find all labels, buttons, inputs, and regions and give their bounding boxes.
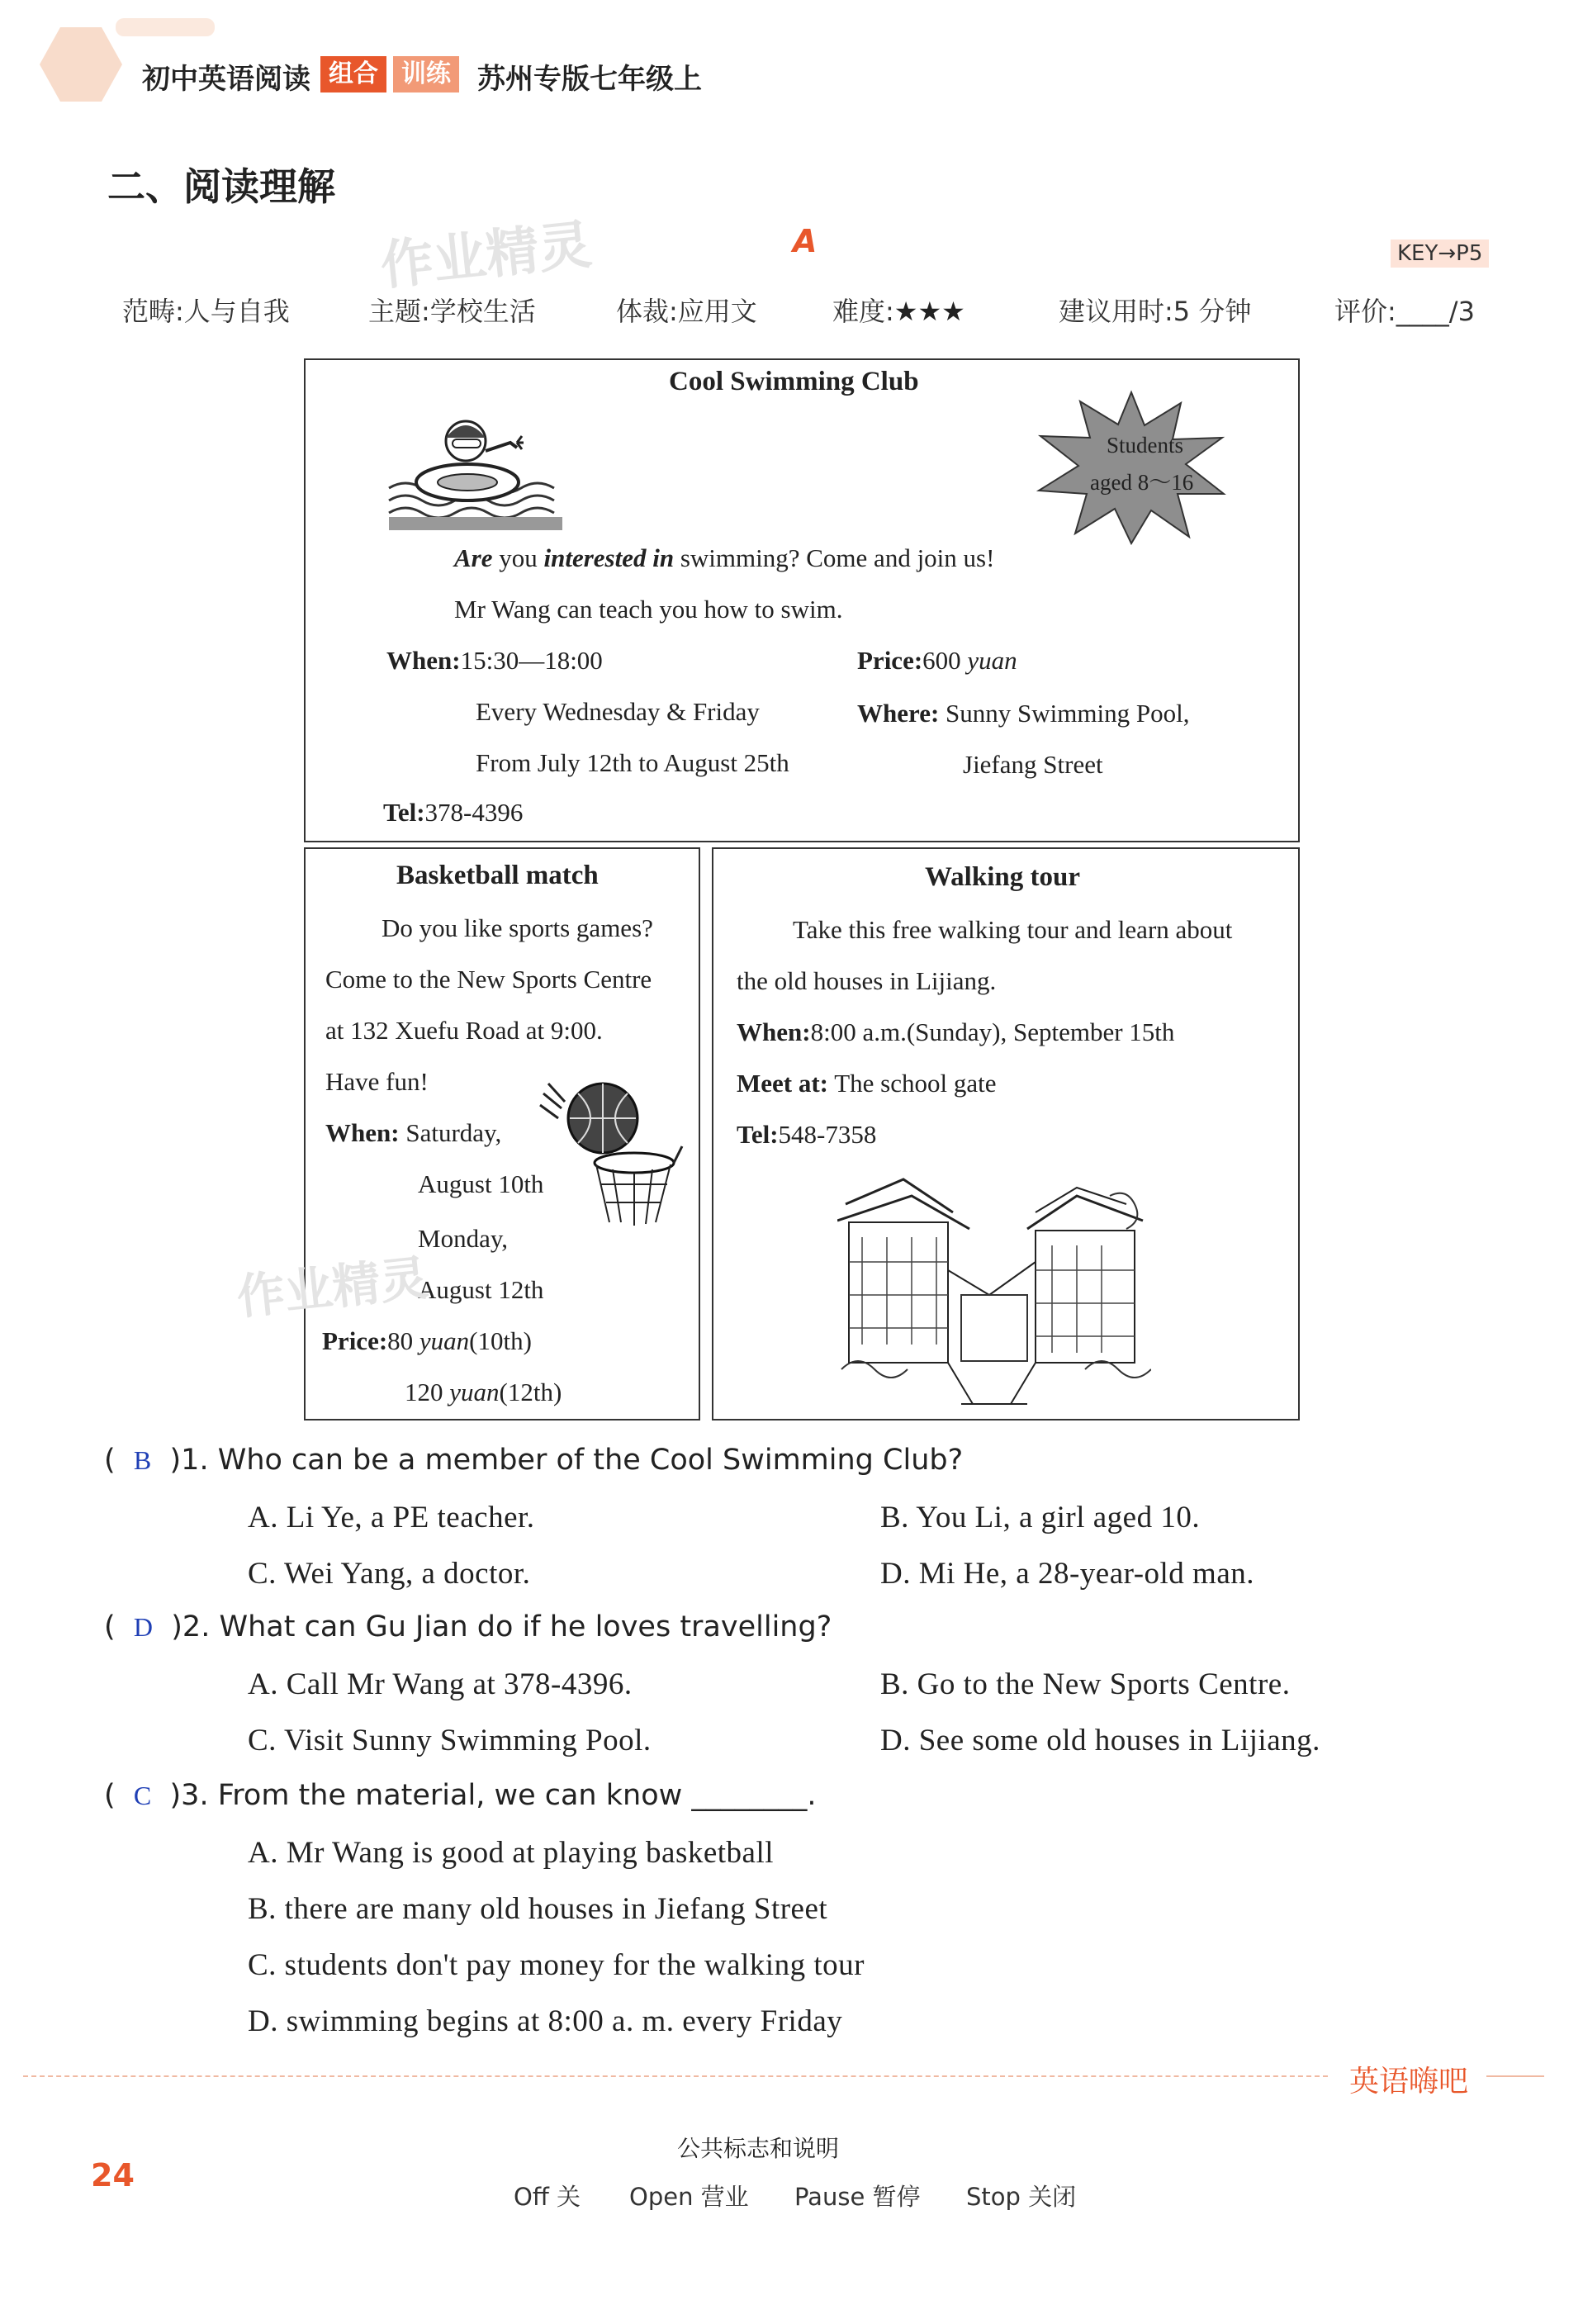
walking-tel	[737, 1120, 876, 1150]
footer-divider-end	[1486, 2075, 1544, 2077]
walking-meet-value: The school gate	[834, 1069, 997, 1098]
swimmer-icon	[385, 410, 566, 534]
question-3-answer: C	[133, 1781, 152, 1810]
question-2-option-c: C. Visit Sunny Swimming Pool.	[248, 1724, 652, 1757]
signs-title: 公共标志和说明	[677, 2135, 840, 2162]
swim-price	[857, 646, 1017, 676]
walking-tel-value: 548-7358	[778, 1120, 877, 1149]
basketball-line3: at 132 Xuefu Road at 9:00.	[325, 1016, 603, 1045]
swim-when-time: 15:30—18:00	[460, 646, 603, 675]
meta-theme: 主题:学校生活	[368, 296, 536, 327]
question-3-option-b: B. there are many old houses in Jiefang Street	[248, 1892, 828, 1926]
question-2-number: )2.	[171, 1610, 211, 1643]
basketball-line4: Have fun!	[325, 1067, 429, 1096]
meta-genre: 体裁:应用文	[616, 296, 757, 327]
walking-tel-label: Tel:	[737, 1120, 779, 1149]
swim-price-unit: yuan	[967, 646, 1017, 675]
sign-pause: Pause 暂停	[794, 2183, 921, 2211]
watermark: 作业精灵	[377, 214, 595, 298]
badge-line1: Students	[1107, 433, 1184, 458]
question-2-option-d: D. See some old houses in Lijiang.	[880, 1724, 1320, 1757]
walking-tour-box	[712, 847, 1300, 1420]
question-3-text: From the material, we can know ________.	[217, 1779, 817, 1812]
question-3-option-a: A. Mr Wang is good at playing basketball	[248, 1836, 775, 1870]
header-decoration	[116, 18, 215, 36]
book-tag-2: 训练	[393, 56, 459, 92]
basketball-price-label: Price:	[322, 1326, 388, 1355]
swim-where-line2: Jiefang Street	[963, 750, 1103, 779]
intro-you: you	[492, 543, 544, 572]
question-1-answer: B	[133, 1445, 152, 1475]
page-number: 24	[91, 2157, 135, 2194]
swim-price-value: 600	[922, 646, 961, 675]
walking-when-value: 8:00 a.m.(Sunday), September 15th	[810, 1017, 1175, 1046]
swim-when-days: Every Wednesday & Friday	[476, 697, 760, 726]
question-1-option-d: D. Mi He, a 28-year-old man.	[880, 1557, 1255, 1591]
meta-scope: 范畴:人与自我	[122, 296, 290, 327]
question-2-option-b: B. Go to the New Sports Centre.	[880, 1667, 1291, 1701]
basketball-p1-num: 80	[387, 1326, 414, 1355]
basketball-line2: Come to the New Sports Centre	[325, 965, 652, 994]
basketball-p1-unit: yuan	[419, 1326, 470, 1355]
question-1-text: Who can be a member of the Cool Swimming Club?	[217, 1444, 964, 1477]
old-houses-illustration	[837, 1171, 1151, 1411]
walking-line1: Take this free walking tour and learn about	[793, 915, 1233, 944]
question-2-answer: D	[133, 1612, 154, 1642]
swim-intro	[454, 543, 994, 573]
basketball-when-label: When:	[325, 1118, 400, 1147]
basketball-p2-num: 120	[405, 1378, 443, 1406]
swimming-club-box	[304, 358, 1300, 842]
swim-price-label: Price:	[857, 646, 923, 675]
swim-tel-value: 378-4396	[424, 798, 524, 827]
walking-when	[737, 1017, 1174, 1047]
sign-stop: Stop 关闭	[966, 2183, 1077, 2211]
question-3-option-c: C. students don't pay money for the walking tour	[248, 1948, 865, 1982]
meta-difficulty	[832, 291, 965, 329]
question-3-stem: ( C )3. From the material, we can know ________.	[104, 1779, 817, 1812]
book-subtitle: 苏州专版七年级上	[477, 63, 702, 96]
question-1-number: )1.	[169, 1444, 209, 1477]
swim-where	[857, 699, 1189, 728]
walking-meet-label: Meet at:	[737, 1069, 828, 1098]
sign-open: Open 营业	[629, 2183, 749, 2211]
question-3-number: )3.	[169, 1779, 209, 1812]
question-3-option-d: D. swimming begins at 8:00 a. m. every Friday	[248, 2004, 843, 2038]
swim-tel	[383, 798, 523, 828]
basketball-when-3: Monday,	[418, 1224, 509, 1253]
question-1-stem: ( B )1. Who can be a member of the Cool Swimming Club?	[104, 1444, 964, 1477]
walking-meet	[737, 1069, 996, 1098]
basketball-match-box	[304, 847, 700, 1420]
passage-letter: A	[793, 223, 818, 259]
question-1-option-c: C. Wei Yang, a doctor.	[248, 1557, 531, 1591]
basketball-price-2	[405, 1378, 562, 1407]
meta-score: 评价:____/3	[1334, 296, 1475, 327]
swim-line2: Mr Wang can teach you how to swim.	[454, 595, 843, 624]
basketball-when	[325, 1118, 501, 1148]
swim-when-dates: From July 12th to August 25th	[476, 748, 789, 777]
question-1-option-a: A. Li Ye, a PE teacher.	[248, 1501, 535, 1534]
basketball-p1-note: (10th)	[469, 1326, 532, 1355]
footer-brand: 英语嗨吧	[1349, 2065, 1469, 2099]
swim-tel-label: Tel:	[383, 798, 425, 827]
basketball-title: Basketball match	[396, 861, 599, 890]
sign-off: Off 关	[514, 2183, 581, 2211]
footer-divider	[23, 2075, 1328, 2077]
question-2-option-a: A. Call Mr Wang at 378-4396.	[248, 1667, 633, 1701]
basketball-when-1: Saturday,	[405, 1118, 502, 1147]
swim-where-line1: Sunny Swimming Pool,	[946, 699, 1190, 728]
swim-when	[386, 646, 603, 676]
question-2-text: What can Gu Jian do if he loves travelling?	[219, 1610, 832, 1643]
question-1-option-b: B. You Li, a girl aged 10.	[880, 1501, 1201, 1534]
walking-when-label: When:	[737, 1017, 811, 1046]
intro-interested: interested in	[543, 543, 675, 572]
swimming-title: Cool Swimming Club	[669, 367, 919, 396]
answer-key-ref: KEY→P5	[1391, 240, 1489, 268]
swim-where-label: Where:	[857, 699, 940, 728]
question-2-stem: ( D )2. What can Gu Jian do if he loves travelling?	[104, 1610, 832, 1643]
book-tag-1: 组合	[320, 56, 386, 92]
watermark-2: 作业精灵	[234, 1250, 431, 1326]
walking-line2: the old houses in Lijiang.	[737, 966, 997, 995]
intro-are: Are	[454, 543, 493, 572]
basketball-p2-unit: yuan	[449, 1378, 500, 1406]
swim-when-label: When:	[386, 646, 461, 675]
basketball-hoop-icon	[537, 1077, 685, 1242]
difficulty-stars: ★★★	[893, 296, 965, 327]
basketball-price-1	[322, 1326, 532, 1356]
header-hexagon-decoration	[40, 23, 122, 106]
basketball-p2-note: (12th)	[499, 1378, 562, 1406]
basketball-when-2: August 10th	[418, 1169, 544, 1198]
section-title: 二、阅读理解	[107, 164, 335, 209]
difficulty-label: 难度:	[832, 296, 894, 327]
walking-title: Walking tour	[925, 862, 1080, 892]
meta-time: 建议用时:5 分钟	[1059, 296, 1252, 327]
intro-rest: swimming? Come and join us!	[674, 543, 995, 572]
badge-line2: aged 8～16	[1090, 470, 1194, 495]
book-title: 初中英语阅读	[142, 63, 310, 96]
basketball-line1: Do you like sports games?	[382, 913, 653, 942]
basketball-when-4: August 12th	[418, 1275, 544, 1304]
